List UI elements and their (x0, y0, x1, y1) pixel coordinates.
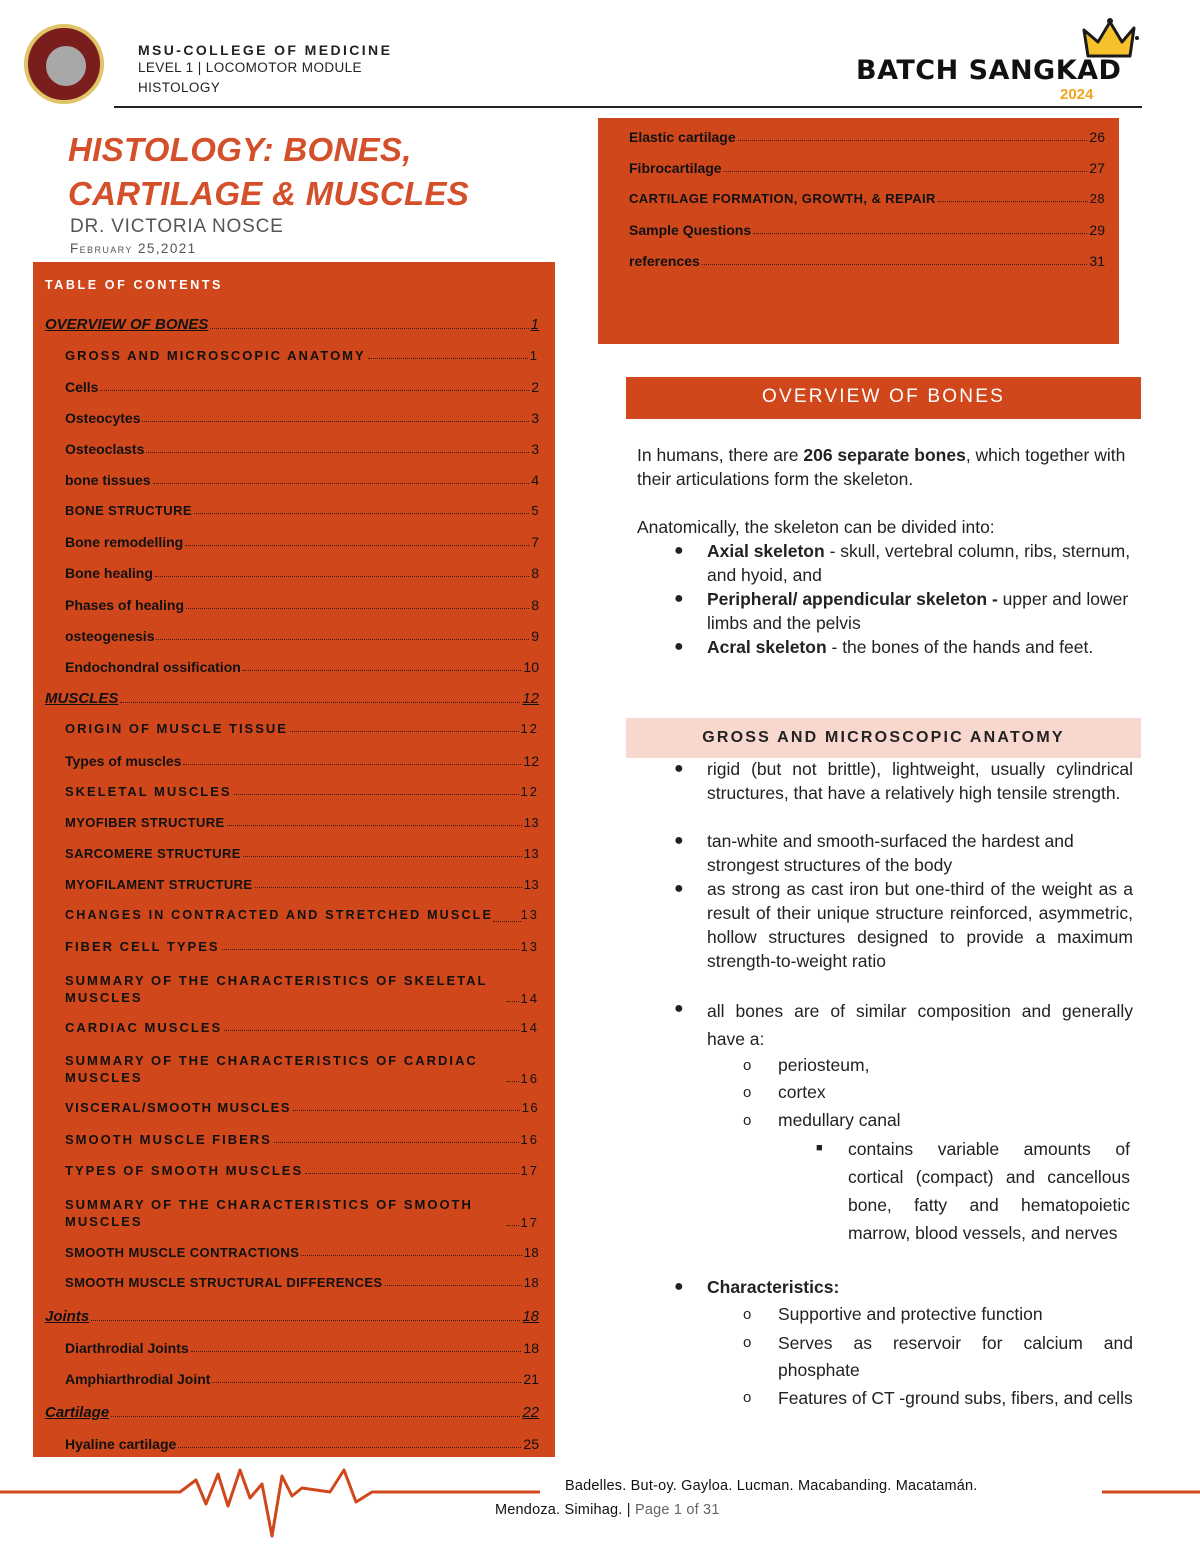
toc-entry-page: 14 (520, 1020, 539, 1035)
characteristic-item: Features of CT -ground subs, fibers, and cells (778, 1388, 1133, 1408)
toc-entry[interactable] (65, 972, 539, 1006)
title-line-2: CARTILAGE & MUSCLES (68, 175, 470, 212)
circle-bullet-icon: o (743, 1112, 752, 1129)
toc-entry-page: 13 (520, 908, 539, 922)
characteristic-item: Serves as reservoir for calcium and phosphate (778, 1333, 1133, 1380)
gross-item: tan-white and smooth-surfaced the hardest and strongest structures of the body (707, 831, 1074, 875)
gross-subitem: medullary canal (778, 1110, 901, 1130)
toc-entry-title: MYOFIBER STRUCTURE (65, 815, 225, 830)
footer-authors: Badelles. But-oy. Gayloa. Lucman. Macabanding. Macatamán. (565, 1478, 978, 1494)
toc-entry-title: BONE STRUCTURE (65, 503, 192, 518)
toc-entry-page: 27 (1089, 160, 1105, 176)
toc-entry[interactable] (65, 503, 539, 518)
toc-entry[interactable] (45, 1308, 539, 1325)
circle-bullet-icon: o (743, 1334, 752, 1351)
bullet-icon: ● (674, 832, 684, 849)
gross-item: rigid (but not brittle), lightweight, usually cylindrical structures, that have a relatively high tensile strength. (707, 759, 1133, 803)
toc-entry-page: 7 (531, 534, 539, 550)
brand-year: 2024 (1060, 86, 1094, 103)
toc-entry[interactable] (629, 129, 1105, 145)
toc-entry-page: 18 (523, 1275, 539, 1290)
peripheral-text: upper and lower limbs and the pelvis (707, 589, 1129, 633)
document-author: DR. VICTORIA NOSCE (70, 216, 284, 237)
toc-entry[interactable] (629, 253, 1105, 269)
table-of-contents (33, 262, 555, 1457)
brand-name: BATCH SANGKAD (856, 55, 1122, 86)
toc-entry-title: TYPES OF SMOOTH MUSCLES (65, 1163, 304, 1178)
toc-entry-title: references (629, 253, 700, 269)
header-level: LEVEL 1 | LOCOMOTOR MODULE (138, 60, 362, 75)
toc-entry[interactable] (65, 1100, 539, 1115)
toc-entry[interactable] (65, 815, 539, 830)
characteristics-label: Characteristics: (707, 1277, 840, 1297)
crown-icon (1080, 16, 1140, 60)
toc-entry-title: Sample Questions (629, 222, 752, 238)
axial-skeleton-item (707, 539, 1133, 587)
section-heading-gross-anatomy: GROSS AND MICROSCOPIC ANATOMY (626, 718, 1141, 758)
toc-entry-title: Phases of healing (65, 597, 185, 613)
toc-entry-title: SMOOTH MUSCLE CONTRACTIONS (65, 1245, 300, 1260)
toc-entry-page: 12 (522, 690, 539, 707)
toc-entry-title: ORIGIN OF MUSCLE TISSUE (65, 721, 288, 736)
toc-entry[interactable] (65, 348, 539, 363)
bullet-icon: ● (674, 880, 684, 897)
toc-entry-title: Bone healing (65, 565, 153, 581)
toc-entry-title: Endochondral ossification (65, 659, 241, 675)
toc-entry[interactable] (65, 908, 539, 922)
toc-entry[interactable] (65, 1196, 539, 1230)
toc-entry[interactable] (65, 1245, 539, 1260)
toc-entry-page: 25 (523, 1436, 539, 1452)
toc-entry-title: Osteoclasts (65, 441, 145, 457)
toc-entry-title: Osteocytes (65, 410, 141, 426)
toc-entry[interactable] (629, 191, 1105, 206)
toc-entry-page: 17 (520, 1163, 539, 1178)
toc-entry[interactable] (629, 222, 1105, 238)
footer-authors-cont: Mendoza. Simihag. | (495, 1502, 635, 1518)
toc-entry-page: 1 (529, 348, 539, 363)
toc-entry-page: 13 (523, 846, 539, 861)
university-seal-logo (24, 24, 104, 104)
characteristic-item: Supportive and protective function (778, 1304, 1043, 1324)
toc-entry-page: 18 (522, 1308, 539, 1325)
toc-entry-title: SUMMARY OF THE CHARACTERISTICS OF SKELETAL MUSCLES (65, 973, 488, 1005)
title-line-1: HISTOLOGY: BONES, (68, 131, 412, 168)
toc-entry[interactable] (65, 1275, 539, 1290)
toc-entry[interactable] (629, 160, 1105, 176)
bullet-icon: ● (674, 542, 684, 559)
toc-entry-title: Bone remodelling (65, 534, 184, 550)
toc-entry-page: 21 (523, 1371, 539, 1387)
toc-entry[interactable] (65, 1020, 539, 1035)
toc-entry-page: 31 (1089, 253, 1105, 269)
toc-entry[interactable] (65, 441, 539, 457)
toc-entry-page: 8 (531, 565, 539, 581)
gross-subitem: cortex (778, 1082, 826, 1102)
toc-entry-title: osteogenesis (65, 628, 155, 644)
toc-entry-page: 13 (523, 877, 539, 892)
toc-entry[interactable] (65, 379, 539, 395)
toc-entry-page: 16 (521, 1100, 539, 1115)
toc-entry-page: 16 (520, 1132, 539, 1147)
bullet-icon: ● (674, 590, 684, 607)
document-date: February 25,2021 (70, 241, 197, 256)
toc-entry[interactable] (65, 1371, 539, 1387)
toc-entry-title: VISCERAL/SMOOTH MUSCLES (65, 1100, 291, 1115)
overview-intro (637, 443, 1133, 491)
toc-entry-page: 17 (520, 1215, 539, 1230)
toc-entry-page: 18 (523, 1340, 539, 1356)
toc-entry-title: Cartilage (45, 1404, 110, 1421)
toc-entry[interactable] (65, 659, 539, 675)
intro-bold: 206 separate bones (803, 445, 966, 465)
circle-bullet-icon: o (743, 1057, 752, 1074)
toc-entry[interactable] (45, 690, 539, 707)
toc-entry[interactable] (65, 565, 539, 581)
table-of-contents-continued (598, 118, 1119, 344)
toc-entry-title: SMOOTH MUSCLE STRUCTURAL DIFFERENCES (65, 1275, 383, 1290)
toc-entry-title: Joints (45, 1308, 90, 1325)
toc-heading: TABLE OF CONTENTS (45, 278, 223, 292)
toc-entry-page: 29 (1089, 222, 1105, 238)
toc-entry[interactable] (65, 1132, 539, 1147)
toc-entry[interactable] (65, 472, 539, 488)
toc-entry-title: CHANGES IN CONTRACTED AND STRETCHED MUSCLE (65, 908, 494, 922)
toc-entry-title: SARCOMERE STRUCTURE (65, 846, 241, 861)
toc-entry-page: 1 (530, 316, 539, 333)
toc-entry-title: SUMMARY OF THE CHARACTERISTICS OF SMOOTH MUSCLES (65, 1197, 473, 1229)
toc-entry-title: FIBER CELL TYPES (65, 939, 220, 954)
toc-entry[interactable] (65, 410, 539, 426)
toc-entry-title: SKELETAL MUSCLES (65, 784, 232, 799)
bullet-icon: ● (674, 638, 684, 655)
toc-entry-page: 3 (531, 441, 539, 457)
toc-entry[interactable] (65, 1340, 539, 1356)
toc-entry-page: 5 (531, 503, 539, 518)
toc-entry-title: Fibrocartilage (629, 160, 722, 176)
overview-divided: Anatomically, the skeleton can be divided into: (637, 517, 995, 537)
peripheral-label: Peripheral/ appendicular skeleton - (707, 589, 998, 609)
acral-skeleton-item (707, 635, 1133, 659)
toc-entry[interactable] (65, 877, 539, 892)
toc-entry-page: 2 (531, 379, 539, 395)
header-subject: HISTOLOGY (138, 80, 221, 95)
toc-entry[interactable] (65, 846, 539, 861)
intro-text: In humans, there are (637, 445, 804, 465)
axial-label: Axial skeleton (707, 541, 825, 561)
toc-entry[interactable] (65, 1436, 539, 1452)
toc-entry[interactable] (45, 316, 539, 333)
toc-entry-title: SUMMARY OF THE CHARACTERISTICS OF CARDIAC MUSCLES (65, 1053, 478, 1085)
toc-entry-page: 16 (520, 1071, 539, 1086)
toc-entry-title: CARTILAGE FORMATION, GROWTH, & REPAIR (629, 191, 936, 206)
toc-entry-page: 9 (531, 628, 539, 644)
toc-entry-title: Elastic cartilage (629, 129, 736, 145)
toc-entry[interactable] (65, 784, 539, 799)
toc-entry[interactable] (65, 628, 539, 644)
toc-entry-title: SMOOTH MUSCLE FIBERS (65, 1132, 272, 1147)
axial-text: - skull, vertebral column, ribs, sternum, and hyoid, and (707, 541, 1131, 585)
toc-entry-title: Diarthrodial Joints (65, 1340, 189, 1356)
toc-entry[interactable] (65, 753, 539, 769)
toc-entry-title: MYOFILAMENT STRUCTURE (65, 877, 253, 892)
acral-label: Acral skeleton (707, 637, 827, 657)
toc-entry-page: 14 (520, 991, 539, 1006)
toc-entry-page: 4 (531, 472, 539, 488)
bullet-icon: ● (674, 1278, 684, 1295)
toc-entry[interactable] (65, 597, 539, 613)
toc-entry-page: 12 (520, 721, 539, 736)
square-bullet-icon: ■ (816, 1142, 823, 1154)
page-number: Page 1 of 31 (634, 1502, 720, 1518)
footer-authors-page (495, 1502, 720, 1518)
toc-entry-title: Cells (65, 379, 99, 395)
toc-entry-title: GROSS AND MICROSCOPIC ANATOMY (65, 348, 366, 363)
gross-item: all bones are of similar composition and generally have a: (707, 1001, 1133, 1049)
toc-entry-page: 18 (523, 1245, 539, 1260)
toc-entry[interactable] (45, 1404, 539, 1421)
toc-entry[interactable] (65, 939, 539, 954)
gross-subitem: periosteum, (778, 1055, 870, 1075)
toc-entry[interactable] (65, 534, 539, 550)
intro-text-end: , which together with their articulations form the skeleton. (637, 445, 1126, 489)
bullet-icon: ● (674, 1000, 684, 1017)
toc-entry-page: 10 (523, 659, 539, 675)
circle-bullet-icon: o (743, 1389, 752, 1406)
toc-entry[interactable] (65, 1052, 539, 1086)
gross-subsubitem: contains variable amounts of cortical (compact) and cancellous bone, fatty and hematopoietic marrow, blood vessels, and nerves (848, 1139, 1130, 1243)
toc-entry-title: OVERVIEW OF BONES (45, 316, 209, 333)
toc-entry-page: 8 (531, 597, 539, 613)
toc-entry-page: 13 (520, 939, 539, 954)
toc-entry[interactable] (65, 721, 539, 736)
header-divider (114, 106, 1142, 108)
toc-entry-title: Types of muscles (65, 753, 182, 769)
toc-entry-page: 13 (523, 815, 539, 830)
toc-entry-page: 28 (1089, 191, 1105, 206)
toc-entry-page: 12 (523, 753, 539, 769)
toc-entry-title: CARDIAC MUSCLES (65, 1020, 223, 1035)
circle-bullet-icon: o (743, 1306, 752, 1323)
toc-entry-title: MUSCLES (45, 690, 119, 707)
circle-bullet-icon: o (743, 1084, 752, 1101)
section-heading-overview: OVERVIEW OF BONES (626, 377, 1141, 419)
toc-entry[interactable] (65, 1163, 539, 1178)
document-title (68, 128, 568, 216)
toc-entry-page: 3 (531, 410, 539, 426)
bullet-icon: ● (674, 760, 684, 777)
toc-entry-page: 22 (522, 1404, 539, 1421)
acral-text: - the bones of the hands and feet. (826, 637, 1094, 657)
toc-entry-title: bone tissues (65, 472, 151, 488)
peripheral-skeleton-item (707, 587, 1133, 635)
toc-entry-title: Hyaline cartilage (65, 1436, 177, 1452)
toc-entry-page: 12 (520, 784, 539, 799)
gross-item: as strong as cast iron but one-third of the weight as a result of their unique structure reinforced, asymmetric, hollow structures designed to provide a maximum strength-to-weight ratio (707, 879, 1133, 971)
toc-entry-page: 26 (1089, 129, 1105, 145)
header-org: MSU-COLLEGE OF MEDICINE (138, 42, 393, 58)
toc-entry-title: Amphiarthrodial Joint (65, 1371, 211, 1387)
